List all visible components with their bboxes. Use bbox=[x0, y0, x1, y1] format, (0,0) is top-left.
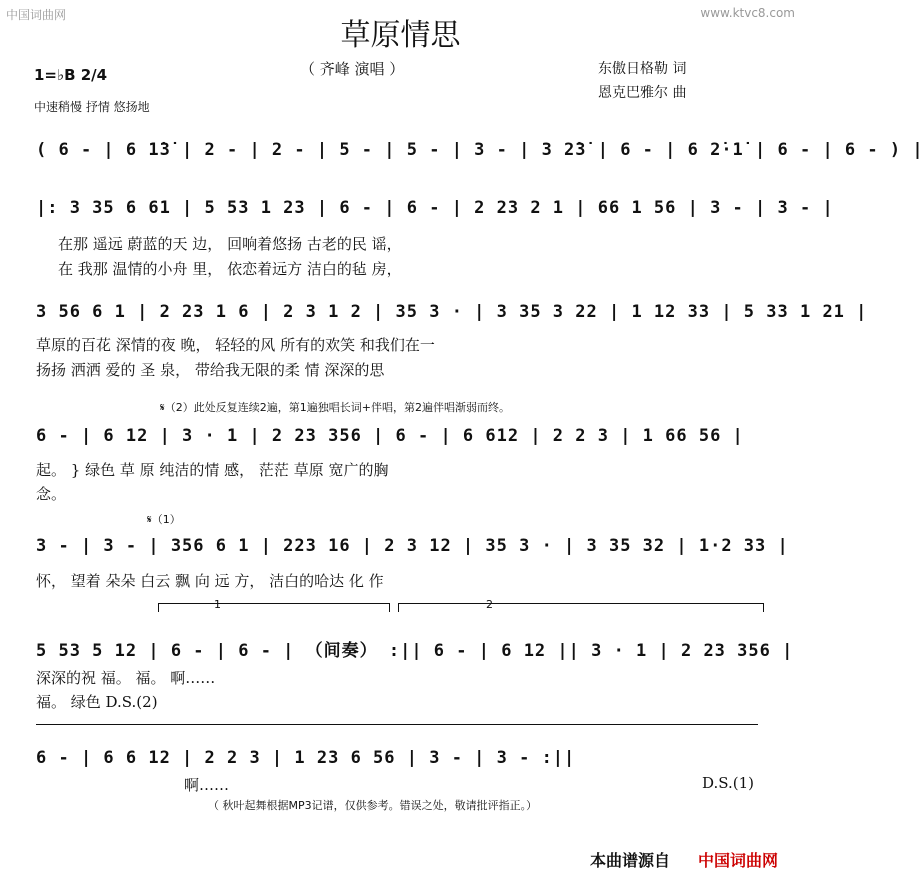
score-line-2: |: 3 35 6 61 | 5 53 1 23 | 6 - | 6 - | 2 23 2 1 | 66 1 56 | 3 - | 3 - | bbox=[36, 198, 834, 218]
volta-number-2: 2 bbox=[486, 598, 493, 611]
score-line-4: 6 - | 6 12 | 3 · 1 | 2 23 356 | 6 - | 6 612 | 2 2 3 | 1 66 56 | bbox=[36, 426, 744, 446]
lyric-line-2-b: 在 我那 温情的小舟 里， 依恋着远方 洁白的毡 房， bbox=[58, 260, 402, 278]
lyric-line-4-b: 念。 bbox=[36, 485, 67, 503]
score-line-3: 3 56 6 1 | 2 23 1 6 | 2 3 1 2 | 35 3 · | 3 35 3 22 | 1 12 33 | 5 33 1 21 | bbox=[36, 302, 868, 322]
lyric-line-7: 啊…… bbox=[184, 776, 230, 794]
lyric-line-3-a: 草原的百花 深情的夜 晚， 轻轻的风 所有的欢笑 和我们在一 bbox=[36, 336, 435, 354]
tempo-marking: 中速稍慢 抒情 悠扬地 bbox=[34, 100, 150, 114]
lyric-line-3-b: 扬扬 洒洒 爱的 圣 泉， 带给我无限的柔 情 深深的思 bbox=[36, 361, 385, 379]
footer-source-site: 中国词曲网 bbox=[698, 851, 779, 870]
end-mark: D.S.(1) bbox=[702, 774, 755, 792]
score-line-1: ( 6 - | 6 1̇3̇ | 2 - | 2 - | 5 - | 5 - | 3 - | 3 2̇3̇ | 6 - | 6 2̇·1̇ | 6 - | 6 - ) | bbox=[36, 140, 924, 160]
watermark-right: www.ktvc8.com bbox=[700, 6, 795, 20]
lyric-line-6-b: 福。 绿色 D.S.(2) bbox=[36, 693, 158, 711]
phrase-line bbox=[36, 724, 758, 725]
score-line-6: 5 53 5 12 | 6 - | 6 - | （间奏） :|| 6 - | 6 12 || 3 · 1 | 2 23 356 | bbox=[36, 641, 794, 661]
watermark-left: 中国词曲网 bbox=[6, 8, 67, 22]
transcription-note: （ 秋叶起舞根据MP3记谱，仅供参考。错误之处，敬请批评指正。） bbox=[208, 799, 538, 812]
key-signature: 1=♭B 2/4 bbox=[34, 66, 108, 84]
lyric-line-2-a: 在那 遥远 蔚蓝的天 边， 回响着悠扬 古老的民 谣， bbox=[58, 235, 402, 253]
song-title: 草原情思 bbox=[340, 18, 461, 53]
footer-source-label: 本曲谱源自 bbox=[590, 851, 671, 870]
lyric-line-4-a: 起。 } 绿色 草 原 纯洁的情 感， 茫茫 草原 宽广的胸 bbox=[36, 461, 389, 479]
score-line-7: 6 - | 6 6 12 | 2 2 3 | 1 23 6 56 | 3 - | 3 - :|| bbox=[36, 748, 576, 768]
performer: （ 齐峰 演唱 ） bbox=[300, 60, 405, 78]
volta-bracket-2 bbox=[398, 603, 764, 612]
composer-credit: 恩克巴雅尔 曲 bbox=[598, 85, 687, 101]
volta-bracket-1 bbox=[158, 603, 390, 612]
repeat-annotation-1: 𝄋（1） bbox=[147, 513, 181, 526]
score-line-5: 3 - | 3 - | 356 6 1 | 223 16 | 2 3 12 | 35 3 · | 3 35 32 | 1·2 33 | bbox=[36, 536, 789, 556]
volta-number-1: 1 bbox=[214, 598, 221, 611]
repeat-annotation-2: 𝄋（2）此处反复连续2遍，第1遍独唱长词+伴唱，第2遍伴唱渐弱而终。 bbox=[160, 401, 510, 414]
lyricist-credit: 东傲日格勒 词 bbox=[598, 61, 687, 77]
lyric-line-5: 怀， 望着 朵朵 白云 飘 向 远 方， 洁白的哈达 化 作 bbox=[36, 572, 384, 590]
lyric-line-6-a: 深深的祝 福。 福。 啊…… bbox=[36, 669, 216, 687]
